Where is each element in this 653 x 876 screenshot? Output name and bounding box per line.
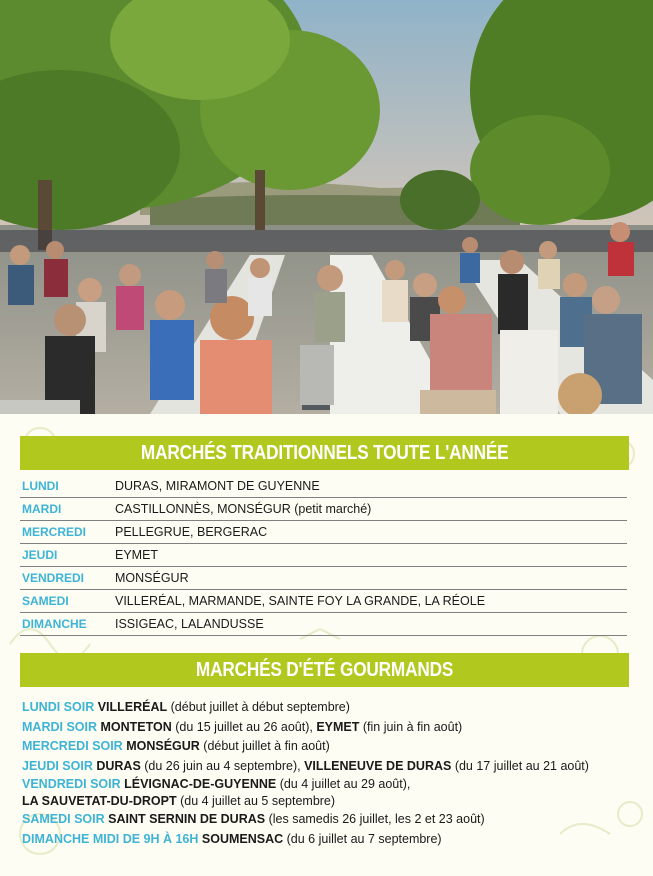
market-places: DURAS, MIRAMONT DE GUYENNE xyxy=(115,479,320,493)
market-places: EYMET xyxy=(115,548,159,562)
market-day: MARDI xyxy=(22,502,62,516)
market-row-mardi xyxy=(20,498,627,521)
summer-line xyxy=(22,757,634,777)
market-day: DIMANCHE xyxy=(22,617,87,631)
traditional-markets-banner xyxy=(20,436,629,470)
summer-day: JEUDI SOIR xyxy=(22,758,93,773)
summer-line xyxy=(22,698,634,718)
traditional-markets-table xyxy=(20,475,627,636)
summer-place: SOUMENSAC xyxy=(201,831,284,846)
summer-place: LÉVIGNAC-DE-GUYENNE xyxy=(124,777,277,792)
summer-line xyxy=(22,793,634,810)
market-day: SAMEDI xyxy=(22,594,69,608)
market-places: PELLEGRUE, BERGERAC xyxy=(115,525,268,539)
summer-place: MONTETON xyxy=(100,719,172,734)
market-day: MERCREDI xyxy=(22,525,87,539)
market-row-vendredi xyxy=(20,567,627,590)
market-places: VILLERÉAL, MARMANDE, SAINTE FOY LA GRANDE, LA RÉOLE xyxy=(115,594,486,608)
summer-info: (fin juin à fin août) xyxy=(359,719,463,734)
summer-markets-list xyxy=(22,698,634,850)
market-crowd-photo xyxy=(0,0,653,414)
summer-line xyxy=(22,830,634,850)
market-places: ISSIGEAC, LALANDUSSE xyxy=(115,617,264,631)
market-places: MONSÉGUR xyxy=(115,571,189,585)
summer-info: (les samedis 26 juillet, les 2 et 23 août) xyxy=(265,812,485,827)
summer-line xyxy=(22,810,634,830)
market-row-lundi xyxy=(20,475,627,498)
market-row-jeudi xyxy=(20,544,627,567)
summer-markets-banner xyxy=(20,653,629,687)
traditional-markets-title: MARCHÉS TRADITIONNELS TOUTE L'ANNÉE xyxy=(140,441,509,464)
summer-day: SAMEDI SOIR xyxy=(22,812,105,827)
summer-info: (du 4 juillet au 29 août), xyxy=(276,777,411,792)
summer-info: (du 15 juillet au 26 août), xyxy=(171,719,317,734)
summer-place: DURAS xyxy=(96,758,141,773)
market-row-dimanche xyxy=(20,613,627,636)
summer-line xyxy=(22,737,634,757)
summer-place: SAINT SERNIN DE DURAS xyxy=(108,812,266,827)
market-day: LUNDI xyxy=(22,479,59,493)
summer-info: (du 4 juillet au 5 septembre) xyxy=(176,794,336,809)
summer-day: VENDREDI SOIR xyxy=(22,777,121,792)
summer-place: VILLERÉAL xyxy=(97,700,168,714)
market-places: CASTILLONNÈS, MONSÉGUR (petit marché) xyxy=(115,502,372,516)
summer-info: (du 17 juillet au 21 août) xyxy=(451,758,589,773)
summer-markets-title: MARCHÉS D'ÉTÉ GOURMANDS xyxy=(195,658,454,681)
summer-place: MONSÉGUR xyxy=(126,739,200,754)
summer-info: (début juillet à début septembre) xyxy=(167,700,350,714)
summer-day: MARDI SOIR xyxy=(22,719,97,734)
market-row-mercredi xyxy=(20,521,627,544)
summer-day: LUNDI SOIR xyxy=(22,700,95,714)
summer-line xyxy=(22,776,634,793)
market-day: JEUDI xyxy=(22,548,58,562)
summer-info: (du 26 juin au 4 septembre), xyxy=(140,758,305,773)
market-day: VENDREDI xyxy=(22,571,85,585)
market-row-samedi xyxy=(20,590,627,613)
summer-day: DIMANCHE MIDI DE 9H À 16H xyxy=(22,831,199,846)
summer-place: EYMET xyxy=(316,719,360,734)
summer-place: VILLENEUVE DE DURAS xyxy=(304,758,452,773)
summer-place: LA SAUVETAT-DU-DROPT xyxy=(22,794,177,809)
summer-line xyxy=(22,718,634,738)
summer-info: (début juillet à fin août) xyxy=(199,739,330,754)
summer-day: MERCREDI SOIR xyxy=(22,739,123,754)
summer-info: (du 6 juillet au 7 septembre) xyxy=(283,831,442,846)
